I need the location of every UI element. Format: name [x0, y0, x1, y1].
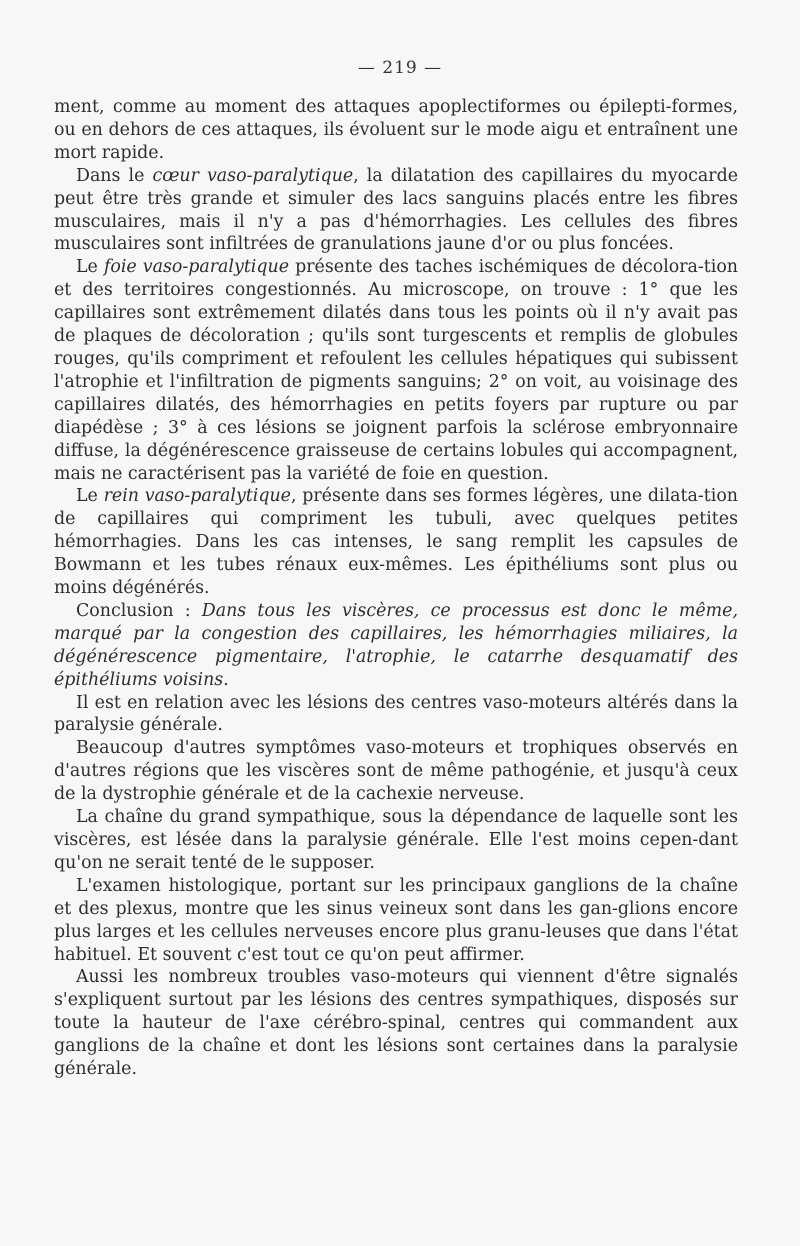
italic-text: Dans tous les viscères, ce processus est donc le même, marqué par la congestion des capillaires, les hémorrhagies miliaires, la dégénérescence pigmentaire, l'atrophie, le catarrhe desquamatif des épithéliums voisins. — [54, 600, 738, 690]
italic-text: cœur vaso-paralytique — [152, 165, 354, 186]
paragraph — [54, 692, 738, 738]
paragraph — [54, 96, 738, 165]
text-run: Dans le — [76, 165, 153, 186]
italic-text: foie vaso-paralytique — [103, 257, 289, 278]
paragraph — [54, 875, 738, 967]
text-run: La chaîne du grand sympathique, sous la dépendance de laquelle sont les viscères, est lésée dans la paralysie générale. Elle l'est moins cepen-dant qu'on ne serait tenté de le supposer. — [54, 807, 738, 873]
paragraph — [54, 165, 738, 257]
body-text — [54, 96, 738, 1081]
paragraph — [54, 256, 738, 485]
page-number: — 219 — — [357, 58, 443, 78]
text-run: , la dilatation des capillaires du myocarde peut être très grande et simuler des lacs sanguins placés entre les fibres musculaires, mais il n'y a pas d'hémorrhagies. Les cellules des fibres musculaires sont infiltrées de granulations jaune d'or ou plus foncées. — [54, 165, 738, 255]
paragraph — [54, 600, 738, 692]
text-run: présente des taches ischémiques de décolora-tion et des territoires congestionnés. Au microscope, on trouve : 1° que les capillaires sont extrêmement dilatés dans tous les points où il n'y avait pas de plaques de décoloration ; qu'ils sont turgescents et remplis de globules rouges, qu'ils compriment et refoulent les cellules hépatiques qui subissent l'atrophie et l'infiltration de pigments sanguins; 2° on voit, au voisinage des capillaires dilatés, des hémorrhagies en petits foyers par rupture ou par diapédèse ; 3° à ces lésions se joignent parfois la sclérose embryonnaire diffuse, la dégénérescence graisseuse de certains lobules qui accompagnent, mais ne caractérisent pas la variété de foie en question. — [54, 257, 739, 484]
text-run: L'examen histologique, portant sur les principaux ganglions de la chaîne et des plexus, montre que les sinus veineux sont dans les gan-glions encore plus larges et les cellules nerveuses encore plus granu-leuses que dans l'état habituel. Et souvent c'est tout ce qu'on peut affirmer. — [54, 875, 738, 965]
paragraph — [54, 485, 738, 600]
text-run: Conclusion : — [76, 600, 202, 621]
text-run: , présente dans ses formes légères, une dilata-tion de capillaires qui compriment les tubuli, avec quelques petites hémorrhagies. Dans les cas intenses, le sang remplit les capsules de Bowmann et les tubes rénaux eux-mêmes. Les épithéliums sont plus ou moins dégénérés. — [54, 486, 739, 599]
paragraph — [54, 806, 738, 875]
text-run: ment, comme au moment des attaques apoplectiformes ou épilepti-formes, ou en dehors de ces attaques, ils évoluent sur le mode aigu et entraînent une mort rapide. — [54, 97, 738, 163]
text-run: Le — [76, 257, 104, 278]
paragraph — [54, 737, 738, 806]
text-run: Aussi les nombreux troubles vaso-moteurs qui viennent d'être signalés s'expliquent surtout par les lésions des centres sympathiques, disposés sur toute la hauteur de l'axe cérébro-spinal, centres qui commandent aux ganglions de la chaîne et dont les lésions sont certaines dans la paralysie générale. — [54, 967, 738, 1080]
paragraph — [54, 966, 738, 1081]
text-run: Le — [76, 486, 104, 507]
text-run: Beaucoup d'autres symptômes vaso-moteurs et trophiques observés en d'autres régions que les viscères sont de même pathogénie, et jusqu'à ceux de la dystrophie générale et de la cachexie nerveuse. — [54, 738, 738, 805]
italic-text: rein vaso-paralytique — [103, 486, 291, 507]
text-run: Il est en relation avec les lésions des centres vaso-moteurs altérés dans la paralysie générale. — [54, 692, 738, 736]
